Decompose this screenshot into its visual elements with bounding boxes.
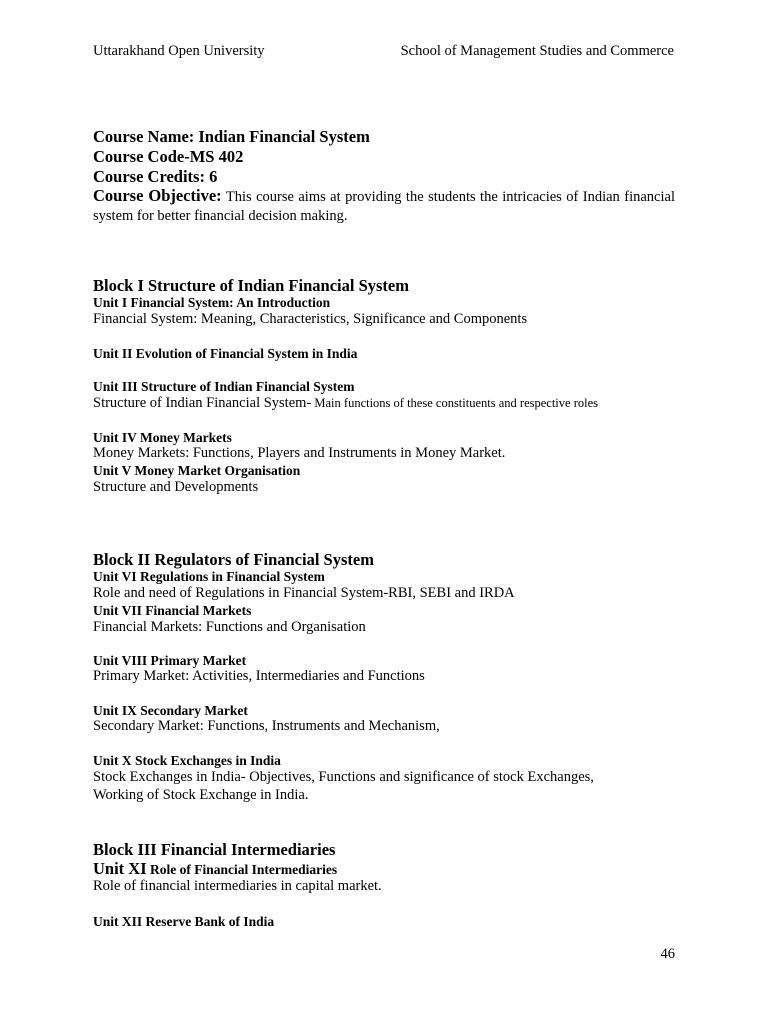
unit-title: Unit IX Secondary Market	[93, 703, 248, 718]
unit-description: Structure and Developments	[93, 479, 259, 495]
unit-description: Primary Market: Activities, Intermediaries and Functions	[93, 668, 425, 684]
unit-title: Unit VI Regulations in Financial System	[93, 569, 325, 584]
course-code: Course Code-MS 402	[93, 147, 244, 166]
unit-title: Unit VII Financial Markets	[93, 603, 252, 618]
block-title: Block I Structure of Indian Financial System	[93, 276, 409, 295]
unit-description: Role and need of Regulations in Financial System-RBI, SEBI and IRDA	[93, 585, 515, 601]
course-objective-text: This course aims at providing the students the intricacies of Indian financial system for better financial decision making.	[93, 189, 675, 224]
unit-title-text: Role of Financial Intermediaries	[146, 862, 338, 877]
course-name: Course Name: Indian Financial System	[93, 127, 370, 146]
unit-title: Unit VIII Primary Market	[93, 653, 247, 668]
unit-description-small: Main functions of these constituents and respective roles	[311, 396, 598, 410]
course-objective-label: Course Objective:	[93, 186, 222, 205]
block-title: Block II Regulators of Financial System	[93, 550, 374, 569]
unit-description: Financial System: Meaning, Characteristics, Significance and Components	[93, 311, 528, 327]
unit-title: Unit II Evolution of Financial System in India	[93, 346, 358, 361]
unit-title: Unit IV Money Markets	[93, 430, 232, 445]
unit-description: Financial Markets: Functions and Organisation	[93, 619, 366, 635]
header-school: School of Management Studies and Commerce	[400, 43, 674, 59]
unit-description: Money Markets: Functions, Players and Instruments in Money Market.	[93, 445, 506, 461]
page-number: 46	[660, 946, 675, 962]
unit-title	[93, 860, 675, 878]
header-university: Uttarakhand Open University	[93, 43, 265, 59]
unit-description-main: Structure of Indian Financial System-	[93, 395, 312, 411]
course-credits: Course Credits: 6	[93, 167, 218, 186]
unit-description: Role of financial intermediaries in capital market.	[93, 878, 382, 894]
unit-description: Stock Exchanges in India- Objectives, Functions and significance of stock Exchanges,	[93, 769, 594, 785]
unit-description	[93, 395, 675, 412]
unit-title: Unit X Stock Exchanges in India	[93, 753, 281, 768]
unit-title: Unit V Money Market Organisation	[93, 463, 301, 478]
unit-title: Unit I Financial System: An Introduction	[93, 295, 331, 310]
unit-title: Unit III Structure of Indian Financial System	[93, 379, 355, 394]
block-title: Block III Financial Intermediaries	[93, 840, 336, 859]
unit-title: Unit XII Reserve Bank of India	[93, 914, 275, 929]
unit-description: Working of Stock Exchange in India.	[93, 787, 309, 803]
course-objective	[93, 186, 675, 226]
unit-description: Secondary Market: Functions, Instruments and Mechanism,	[93, 718, 440, 734]
unit-title-number: Unit XI	[93, 859, 147, 878]
